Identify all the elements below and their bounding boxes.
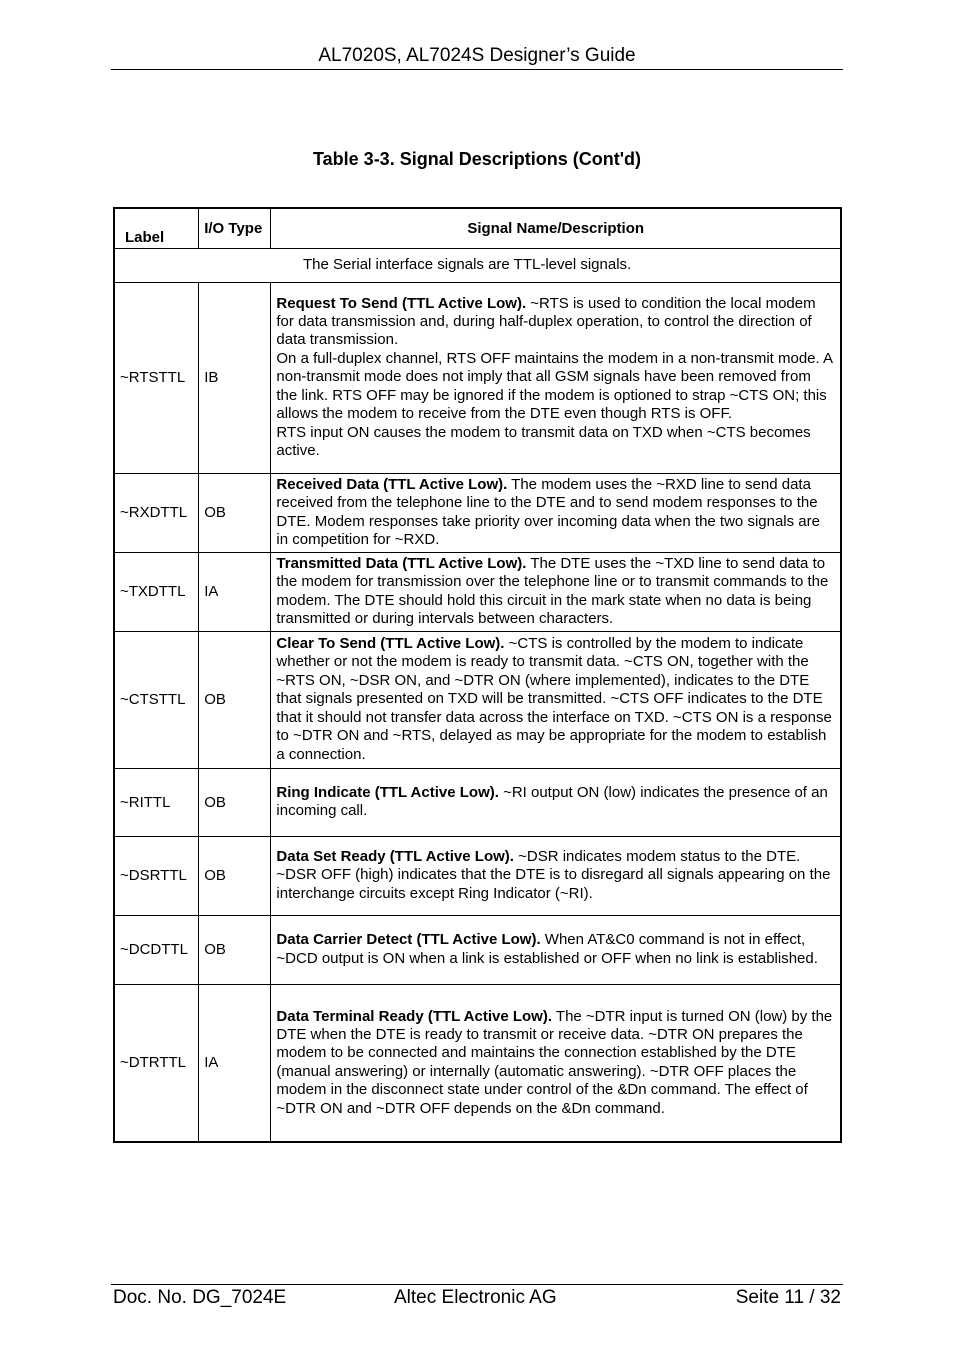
signal-description xyxy=(271,836,841,915)
table-row xyxy=(114,984,841,1142)
signal-description xyxy=(271,282,841,473)
description-paragraph xyxy=(276,848,835,903)
footer-page-number: Seite 11 / 32 xyxy=(735,1287,841,1308)
signal-label: ~RTSTTL xyxy=(114,282,199,473)
signal-io-type: OB xyxy=(199,915,271,984)
document-header-title: AL7020S, AL7024S Designer’s Guide xyxy=(318,45,636,66)
signal-io-type: IB xyxy=(199,282,271,473)
table-caption: Table 3-3. Signal Descriptions (Cont'd) xyxy=(313,149,641,169)
description-paragraph xyxy=(276,555,835,629)
signal-io-type: IA xyxy=(199,552,271,631)
description-paragraph xyxy=(276,931,835,968)
description-paragraph xyxy=(276,295,835,350)
table-row xyxy=(114,552,841,631)
column-header-label: Label xyxy=(114,208,199,248)
signal-description xyxy=(271,984,841,1142)
signal-description xyxy=(271,631,841,768)
table-row xyxy=(114,473,841,552)
description-paragraph: RTS input ON causes the modem to transmit data on TXD when ~CTS becomes active. xyxy=(276,423,811,459)
signal-io-type: OB xyxy=(199,836,271,915)
signal-io-type: OB xyxy=(199,631,271,768)
description-text: ~CTS is controlled by the modem to indicate whether or not the modem is ready to transmit data. ~CTS ON, together with the ~RTS ON, ~DSR ON, and ~DTR ON (where implemented), indicates to the DTE that signals presented on TXD will be transmitted. ~CTS OFF indicates to the DTE that it should not transfer data across the interface on TXD. ~CTS ON is a response to ~DTR ON and ~RTS, delayed as may be appropriate for the modem to establish a connection. xyxy=(276,635,832,763)
signal-description xyxy=(271,473,841,552)
signal-description xyxy=(271,768,841,836)
signal-io-type: IA xyxy=(199,984,271,1142)
description-paragraph: On a full-duplex channel, RTS OFF maintains the modem in a non-transmit mode. A non-transmit mode does not imply that all GSM signals have been removed from the link. RTS OFF may be ignored if the modem is optioned to strap ~CTS ON; this allows the modem to receive from the DTE even though RTS is OFF. xyxy=(276,349,833,423)
table-row xyxy=(114,915,841,984)
description-text: The DTE uses the ~TXD line to send data to the modem for transmission over the telephone line or to transmit commands to the modem. The DTE should hold this circuit in the mark state when no data is being transmitted or during intervals between characters. xyxy=(276,554,829,627)
footer-document-number: Doc. No. DG_7024E xyxy=(113,1287,287,1308)
column-header-description: Signal Name/Description xyxy=(271,208,841,248)
column-header-io-type: I/O Type xyxy=(199,208,271,248)
signal-label: ~RXDTTL xyxy=(114,473,199,552)
description-paragraph xyxy=(276,784,835,821)
signal-label: ~CTSTTL xyxy=(114,631,199,768)
table-header-row xyxy=(114,208,841,248)
signal-label: ~DSRTTL xyxy=(114,836,199,915)
description-paragraph xyxy=(276,1008,835,1118)
signal-descriptions-table xyxy=(113,207,842,1143)
description-text: ~RI output ON (low) indicates the presence of an incoming call. xyxy=(276,783,828,819)
signal-label: ~RITTL xyxy=(114,768,199,836)
signal-io-type: OB xyxy=(199,473,271,552)
signal-label: ~DTRTTL xyxy=(114,984,199,1142)
signal-description xyxy=(271,915,841,984)
signal-name: Data Carrier Detect (TTL Active Low). xyxy=(276,931,541,949)
description-paragraph xyxy=(276,476,835,550)
signal-name: Transmitted Data (TTL Active Low). xyxy=(276,554,527,572)
footer-divider xyxy=(111,1284,843,1285)
description-text: ~DSR indicates modem status to the DTE. ~DSR OFF (high) indicates that the DTE is to disregard all signals appearing on the interchange circuits except Ring Indicator (~RI). xyxy=(276,847,831,902)
table-row xyxy=(114,836,841,915)
signal-name: Data Terminal Ready (TTL Active Low). xyxy=(276,1007,553,1025)
signal-description xyxy=(271,552,841,631)
signal-name: Data Set Ready (TTL Active Low). xyxy=(276,847,514,865)
header-divider xyxy=(111,69,843,70)
footer-company-name: Altec Electronic AG xyxy=(394,1287,557,1308)
table-intro-row xyxy=(114,248,841,282)
table-row xyxy=(114,282,841,473)
description-paragraph xyxy=(276,635,835,764)
table-row xyxy=(114,631,841,768)
intro-text: The Serial interface signals are TTL-level signals. xyxy=(114,248,841,282)
signal-name: Request To Send (TTL Active Low). xyxy=(276,294,527,312)
table-row xyxy=(114,768,841,836)
description-text: The ~DTR input is turned ON (low) by the DTE when the DTE is ready to transmit or receive data. ~DTR ON prepares the modem to be connected and maintains the connection established by the DTE (manual answering) or internally (automatic answering). ~DTR OFF places the modem in the disconnect state under control of the &Dn command. The effect of ~DTR ON and ~DTR OFF depends on the &Dn command. xyxy=(276,1007,833,1117)
signal-name: Ring Indicate (TTL Active Low). xyxy=(276,783,499,801)
signal-label: ~DCDTTL xyxy=(114,915,199,984)
signal-name: Clear To Send (TTL Active Low). xyxy=(276,635,505,653)
description-text: ~RTS is used to condition the local modem for data transmission and, during half-duplex operation, to control the direction of data transmission. xyxy=(276,294,816,349)
description-text: The modem uses the ~RXD line to send data received from the telephone line to the DTE and to send modem responses to the DTE. Modem responses take priority over incoming data when the two signals are in competition for ~RXD. xyxy=(276,475,820,548)
description-text: When AT&C0 command is not in effect, ~DCD output is ON when a link is established or OFF when no link is established. xyxy=(276,931,818,967)
signal-io-type: OB xyxy=(199,768,271,836)
signal-label: ~TXDTTL xyxy=(114,552,199,631)
signal-name: Received Data (TTL Active Low). xyxy=(276,475,508,493)
